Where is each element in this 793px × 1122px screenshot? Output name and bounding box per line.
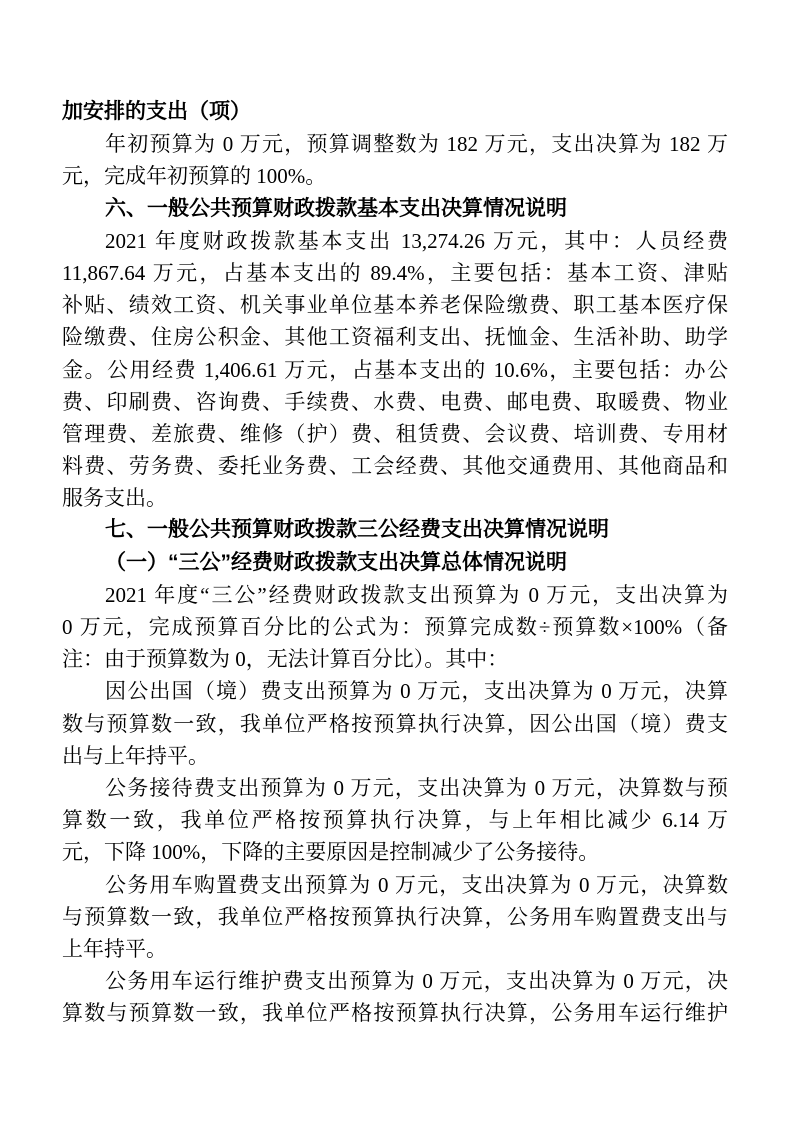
body-text-line: 服务支出。 (62, 486, 167, 511)
body-text-line: 上年持平。 (62, 936, 167, 961)
section-heading-line: （一）“三公”经费财政拨款支出决算总体情况说明 (105, 550, 567, 574)
body-text-line: 11,867.64 万元，占基本支出的 89.4%，主要包括：基本工资、津贴 (62, 260, 728, 285)
body-text-line: 公务用车运行维护费支出预算为 0 万元，支出决算为 0 万元，决 (105, 969, 728, 994)
body-text-line: 算数一致，我单位严格按预算执行决算，与上年相比减少 6.14 万 (62, 808, 728, 833)
body-text-line: 数与预算数一致，我单位严格按预算执行决算，因公出国（境）费支 (62, 711, 728, 736)
body-text-line: 料费、劳务费、委托业务费、工会经费、其他交通费用、其他商品和 (62, 454, 728, 479)
body-text-line: 算数与预算数一致，我单位严格按预算执行决算，公务用车运行维护 (62, 1001, 728, 1026)
body-text-line: 元，完成年初预算的 100%。 (62, 164, 327, 189)
body-text-line: 费、印刷费、咨询费、手续费、水费、电费、邮电费、取暖费、物业 (62, 389, 728, 414)
body-text-line: 与预算数一致，我单位严格按预算执行决算，公务用车购置费支出与 (62, 904, 728, 929)
body-text-line: 2021 年度财政拨款基本支出 13,274.26 万元，其中：人员经费 (105, 228, 728, 253)
body-text-line: 0 万元，完成预算百分比的公式为：预算完成数÷预算数×100%（备 (62, 615, 728, 639)
section-heading-line: 六、一般公共预算财政拨款基本支出决算情况说明 (105, 196, 567, 220)
body-text-line: 因公出国（境）费支出预算为 0 万元，支出决算为 0 万元，决算 (105, 679, 728, 704)
body-text-line: 管理费、差旅费、维修（护）费、租赁费、会议费、培训费、专用材 (62, 421, 728, 446)
body-text-line: 公务接待费支出预算为 0 万元，支出决算为 0 万元，决算数与预 (105, 775, 728, 800)
body-text-line: 金。公用经费 1,406.61 万元，占基本支出的 10.6%，主要包括：办公 (62, 357, 728, 382)
body-text-line: 险缴费、住房公积金、其他工资福利支出、抚恤金、生活补助、助学 (62, 325, 728, 350)
body-text-line: 元，下降 100%，下降的主要原因是控制减少了公务接待。 (62, 840, 600, 865)
body-text-line: 补贴、绩效工资、机关事业单位基本养老保险缴费、职工基本医疗保 (62, 293, 728, 318)
section-heading-line: 加安排的支出（项） (62, 100, 251, 123)
body-text-line: 出与上年持平。 (62, 743, 209, 768)
body-text-line: 注：由于预算数为 0，无法计算百分比）。其中： (62, 647, 509, 672)
document-text-block (62, 96, 728, 1029)
body-text-line: 年初预算为 0 万元，预算调整数为 182 万元，支出决算为 182 万 (105, 132, 728, 157)
section-heading-line: 七、一般公共预算财政拨款三公经费支出决算情况说明 (105, 518, 609, 542)
body-text-line: 2021 年度“三公”经费财政拨款支出预算为 0 万元，支出决算为 (105, 582, 728, 607)
body-text-line: 公务用车购置费支出预算为 0 万元，支出决算为 0 万元，决算数 (105, 872, 728, 897)
